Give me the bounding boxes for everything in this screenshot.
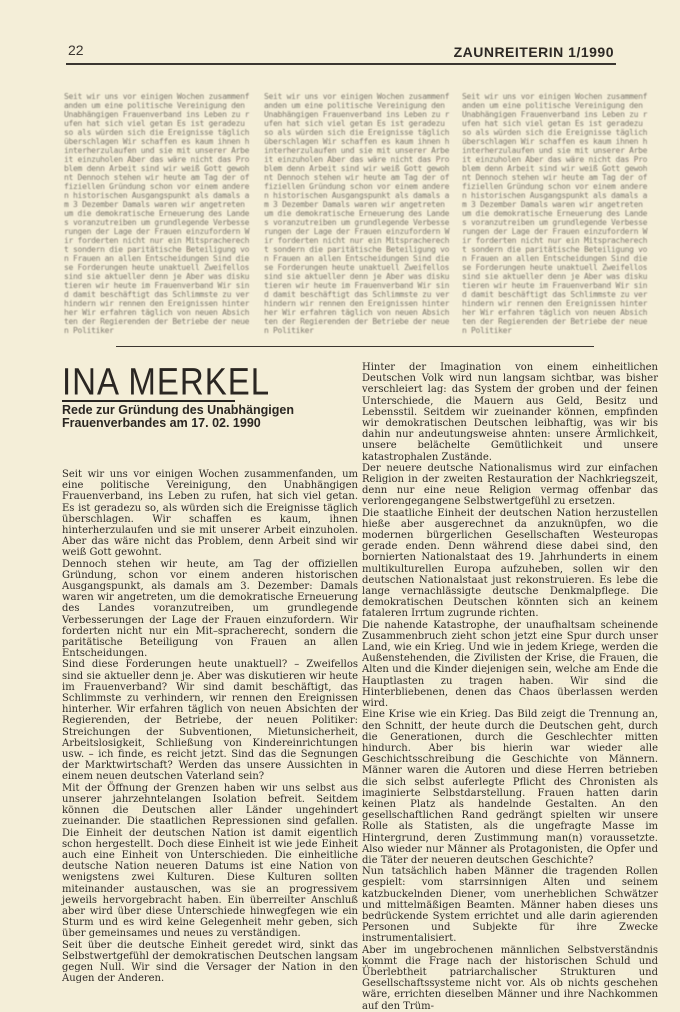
paragraph: Dennoch stehen wir heute, am Tag der offiziellen Gründung, schon vor einem anderen historischen Ausgangspunkt, als damals am 3. Dezember: Damals waren wir angetreten, um die demokratische Erneuerung des Landes voranzutreiben, um grundlegende Verbesserungen der Lage der Frauen einzufordern. Wir forderten nicht nur ein Mit–spracherecht, sondern die paritätische Beteiligung von Frauen an allen Entscheidungen. — [62, 558, 358, 660]
paragraph: Eine Krise wie ein Krieg. Das Bild zeigt die Trennung an, den Schnitt, der heute durch die Deutschen geht, durch die Generationen, durch die Geschlechter mitten hindurch. Aber bis hierin war wieder alle Geschichtsschreibung die Geschichte von Männern. Männer waren die Autoren und diese Herren betrieben die sich selbst auferlegte Pflicht des Chronisten als imaginierte Selbstdarstellung. Frauen hatten darin keinen Platz als handelnde Gestalten. An den gesellschaftlichen Rand gedrängt spielten wir unsere Rolle als Statisten, als die ungefragte Masse im Hintergrund, deren Zustimmung man(n) voraussetzte. Also wieder nur Männer als Protagonisten, die Opfer und die Täter der neueren deutschen Geschichte? — [362, 709, 658, 866]
paragraph: Nun tatsächlich haben Männer die tragenden Rollen gespielt: vom starrsinnigen Alten und seinem katzbuckelnden Diener, vom unerheblichen Schwätzer und mittelmäßigen Beamten. Männer haben dieses uns bedrückende System errichtet und alle darin agierenden Personen und Subjekte für ihre Zwecke instrumentalisiert. — [362, 866, 658, 945]
header-rule — [66, 63, 616, 65]
blurred-text-art — [64, 92, 648, 335]
article-column-right — [362, 362, 658, 1012]
text-art-panel-left: Seit wir uns vor einigen Wochen zusammenfanden um eine politische Vereinigung den Unabhängigen Frauenverband ins Leben zu rufen hat sich viel getan Es ist geradezu so als würden sich die Ereignisse täglich überschlagen Wir schaffen es kaum ihnen hinterherzulaufen und sie mit unserer Arbeit einzuholen Aber das wäre nicht das Problem denn Arbeit sind wir weiß Gott gewohnt Dennoch stehen wir heute am Tag der offiziellen Gründung schon vor einem anderen historischen Ausgangspunkt als damals am 3 Dezember Damals waren wir angetreten um die demokratische Erneuerung des Landes voranzutreiben um grundlegende Verbesserungen der Lage der Frauen einzufordern Wir forderten nicht nur ein Mitspracherecht sondern die paritätische Beteiligung von Frauen an allen Entscheidungen Sind diese Forderungen heute unaktuell Zweifellos sind sie aktueller denn je Aber was diskutieren wir heute im Frauenverband Wir sind damit beschäftigt das Schlimmste zu verhindern wir rennen den Ereignissen hinterher Wir erfahren täglich von neuen Absichten der Regierenden der Betriebe der neuen Politiker — [64, 92, 250, 335]
paragraph: Sind diese Forderungen heute unaktuell? – Zweifellos sind sie aktueller denn je. Aber was diskutieren wir heute im Frauenverband? Wir sind damit beschäftigt, das Schlimmste zu verhindern, wir rennen den Ereignissen hinterher. Wir erfahren täglich von neuen Absichten der Regierenden, der Betriebe, der neuen Politiker: Streichungen der Subventionen, Mietunsicherheit, Arbeitslosigkeit, Schließung von Kindereinrichtungen usw. – ich finde, es reicht jetzt. Sind das die Segnungen der Marktwirtschaft? Werden das unsere Aussichten in einem neuen deutschen Vaterland sein? — [62, 659, 358, 783]
paragraph: Die staatliche Einheit der deutschen Nation herzustellen hieße aber ausgerechnet da anzuknüpfen, wo die modernen bürgerlichen Gesellschaften Westeuropas gerade enden. Denn während diese dabei sind, den bornierten Nationalstaat des 19. Jahrhunderts in einem multikulturellen Europa aufzuheben, sollen wir den deutschen Nationalstaat just rekonstruieren. Es lebe die lange vernachlässigte deutsche Denkmalpflege. Die demokratischen Deutschen könnten sich an keinem fataleren Irrtum zugrunde richten. — [362, 507, 658, 620]
publication-title: ZAUNREITERIN 1/1990 — [453, 44, 614, 60]
article-subtitle: Rede zur Gründung des Unabhängigen Frauenverbandes am 17. 02. 1990 — [62, 403, 294, 430]
paragraph: Hinter der Imagination von einem einheitlichen Deutschen Volk wird nun langsam sichtbar, was bisher verschleiert lag: das System der groben und der feinen Unterschiede, die Mauern aus Geld, Besitz und Lebensstil. Seitdem wir zueinander können, empfinden wir demokratischen Deutschen leibhaftig, was wir bis dahin nur andeutungsweise ahnten: unsere Ärmlichkeit, unsere belächelte Gemütlichkeit und unsere katastrophalen Zustände. — [362, 362, 658, 463]
paragraph: Die nahende Katastrophe, der unaufhaltsam scheinende Zusammenbruch zieht schon jetzt eine Spur durch unser Land, wie ein Krieg. Und wie in jedem Kriege, werden die Außenstehenden, die Zivilisten der Krise, die Frauen, die Alten und die Kinder diejenigen sein, welche am Ende die Hauptlasten zu tragen haben. Wir sind die Hinterbliebenen, denen das Chaos überlassen werden wird. — [362, 619, 658, 710]
paragraph: Mit der Öffnung der Grenzen haben wir uns selbst aus unserer jahrzehntelangen Isolation befreit. Seitdem können die Deutschen aller Länder ungehindert zueinander. Die staatlichen Repressionen sind gefallen. Die Einheit der deutschen Nation ist damit eigentlich schon hergestellt. Doch diese Einheit ist wie jede Einheit auch eine Einheit von Unterschieden. Die einheitliche deutsche Nation neueren Datums ist eine Nation von wenigstens zwei Kulturen. Diese Kulturen sollten miteinander austauschen, was sie an progressivem jeweils hervorgebracht haben. Ein überreilter Anschluß aber wird über diese Unterschiede hinwegfegen wie ein Sturm und es wird keine Gelegenheit mehr geben, sich über gemeinsames und neues zu verständigen. — [62, 782, 358, 940]
paragraph: Seit über die deutsche Einheit geredet wird, sinkt das Selbstwertgefühl der demokratischen Deutschen langsam gegen Null. Wir sind die Versager der Nation in den Augen der Anderen. — [62, 939, 358, 985]
paragraph: Aber im ungebrochenen männlichen Selbstverständnis kommt die Frage nach der historischen Schuld und Überlebtheit patriarchalischer Strukturen und Gesellschaftssysteme nicht vor. Als ob nichts geschehen wäre, errichten dieselben Männer und ihre Nachkommen auf den Trüm- — [362, 944, 658, 1012]
article-column-left — [62, 469, 358, 984]
author-name: INA MERKEL — [62, 360, 271, 403]
text-art-panel-right: Seit wir uns vor einigen Wochen zusammenfanden um eine politische Vereinigung den Unabhängigen Frauenverband ins Leben zu rufen hat sich viel getan Es ist geradezu so als würden sich die Ereignisse täglich überschlagen Wir schaffen es kaum ihnen hinterherzulaufen und sie mit unserer Arbeit einzuholen Aber das wäre nicht das Problem denn Arbeit sind wir weiß Gott gewohnt Dennoch stehen wir heute am Tag der offiziellen Gründung schon vor einem anderen historischen Ausgangspunkt als damals am 3 Dezember Damals waren wir angetreten um die demokratische Erneuerung des Landes voranzutreiben um grundlegende Verbesserungen der Lage der Frauen einzufordern Wir forderten nicht nur ein Mitspracherecht sondern die paritätische Beteiligung von Frauen an allen Entscheidungen Sind diese Forderungen heute unaktuell Zweifellos sind sie aktueller denn je Aber was diskutieren wir heute im Frauenverband Wir sind damit beschäftigt das Schlimmste zu verhindern wir rennen den Ereignissen hinterher Wir erfahren täglich von neuen Absichten der Regierenden der Betriebe der neuen Politiker — [462, 92, 648, 335]
title-rule — [116, 346, 594, 347]
paragraph: Seit wir uns vor einigen Wochen zusammenfanden, um eine politische Vereinigung, den Unabhängigen Frauenverband, ins Leben zu rufen, hat sich viel getan. Es ist geradezu so, als würden sich die Ereignisse täglich überschlagen. Wir schaffen es kaum, ihnen hinterherzulaufen und sie mit unserer Arbeit einzuholen. Aber das wäre nicht das Problem, denn Arbeit sind wir weiß Gott gewohnt. — [62, 469, 358, 559]
paragraph: Der neuere deutsche Nationalismus wird zur einfachen Religion in der zweiten Restauration der Nachkriegszeit, denn nur eine neue Religion vermag offenbar das verlorengegangene Selbstwertgefühl zu ersetzen. — [362, 462, 658, 508]
text-art-panel-middle: Seit wir uns vor einigen Wochen zusammenfanden um eine politische Vereinigung den Unabhängigen Frauenverband ins Leben zu rufen hat sich viel getan Es ist geradezu so als würden sich die Ereignisse täglich überschlagen Wir schaffen es kaum ihnen hinterherzulaufen und sie mit unserer Arbeit einzuholen Aber das wäre nicht das Problem denn Arbeit sind wir weiß Gott gewohnt Dennoch stehen wir heute am Tag der offiziellen Gründung schon vor einem anderen historischen Ausgangspunkt als damals am 3 Dezember Damals waren wir angetreten um die demokratische Erneuerung des Landes voranzutreiben um grundlegende Verbesserungen der Lage der Frauen einzufordern Wir forderten nicht nur ein Mitspracherecht sondern die paritätische Beteiligung von Frauen an allen Entscheidungen Sind diese Forderungen heute unaktuell Zweifellos sind sie aktueller denn je Aber was diskutieren wir heute im Frauenverband Wir sind damit beschäftigt das Schlimmste zu verhindern wir rennen den Ereignissen hinterher Wir erfahren täglich von neuen Absichten der Regierenden der Betriebe der neuen Politiker — [264, 92, 450, 335]
page-number: 22 — [68, 42, 84, 58]
author-underline — [62, 400, 235, 402]
